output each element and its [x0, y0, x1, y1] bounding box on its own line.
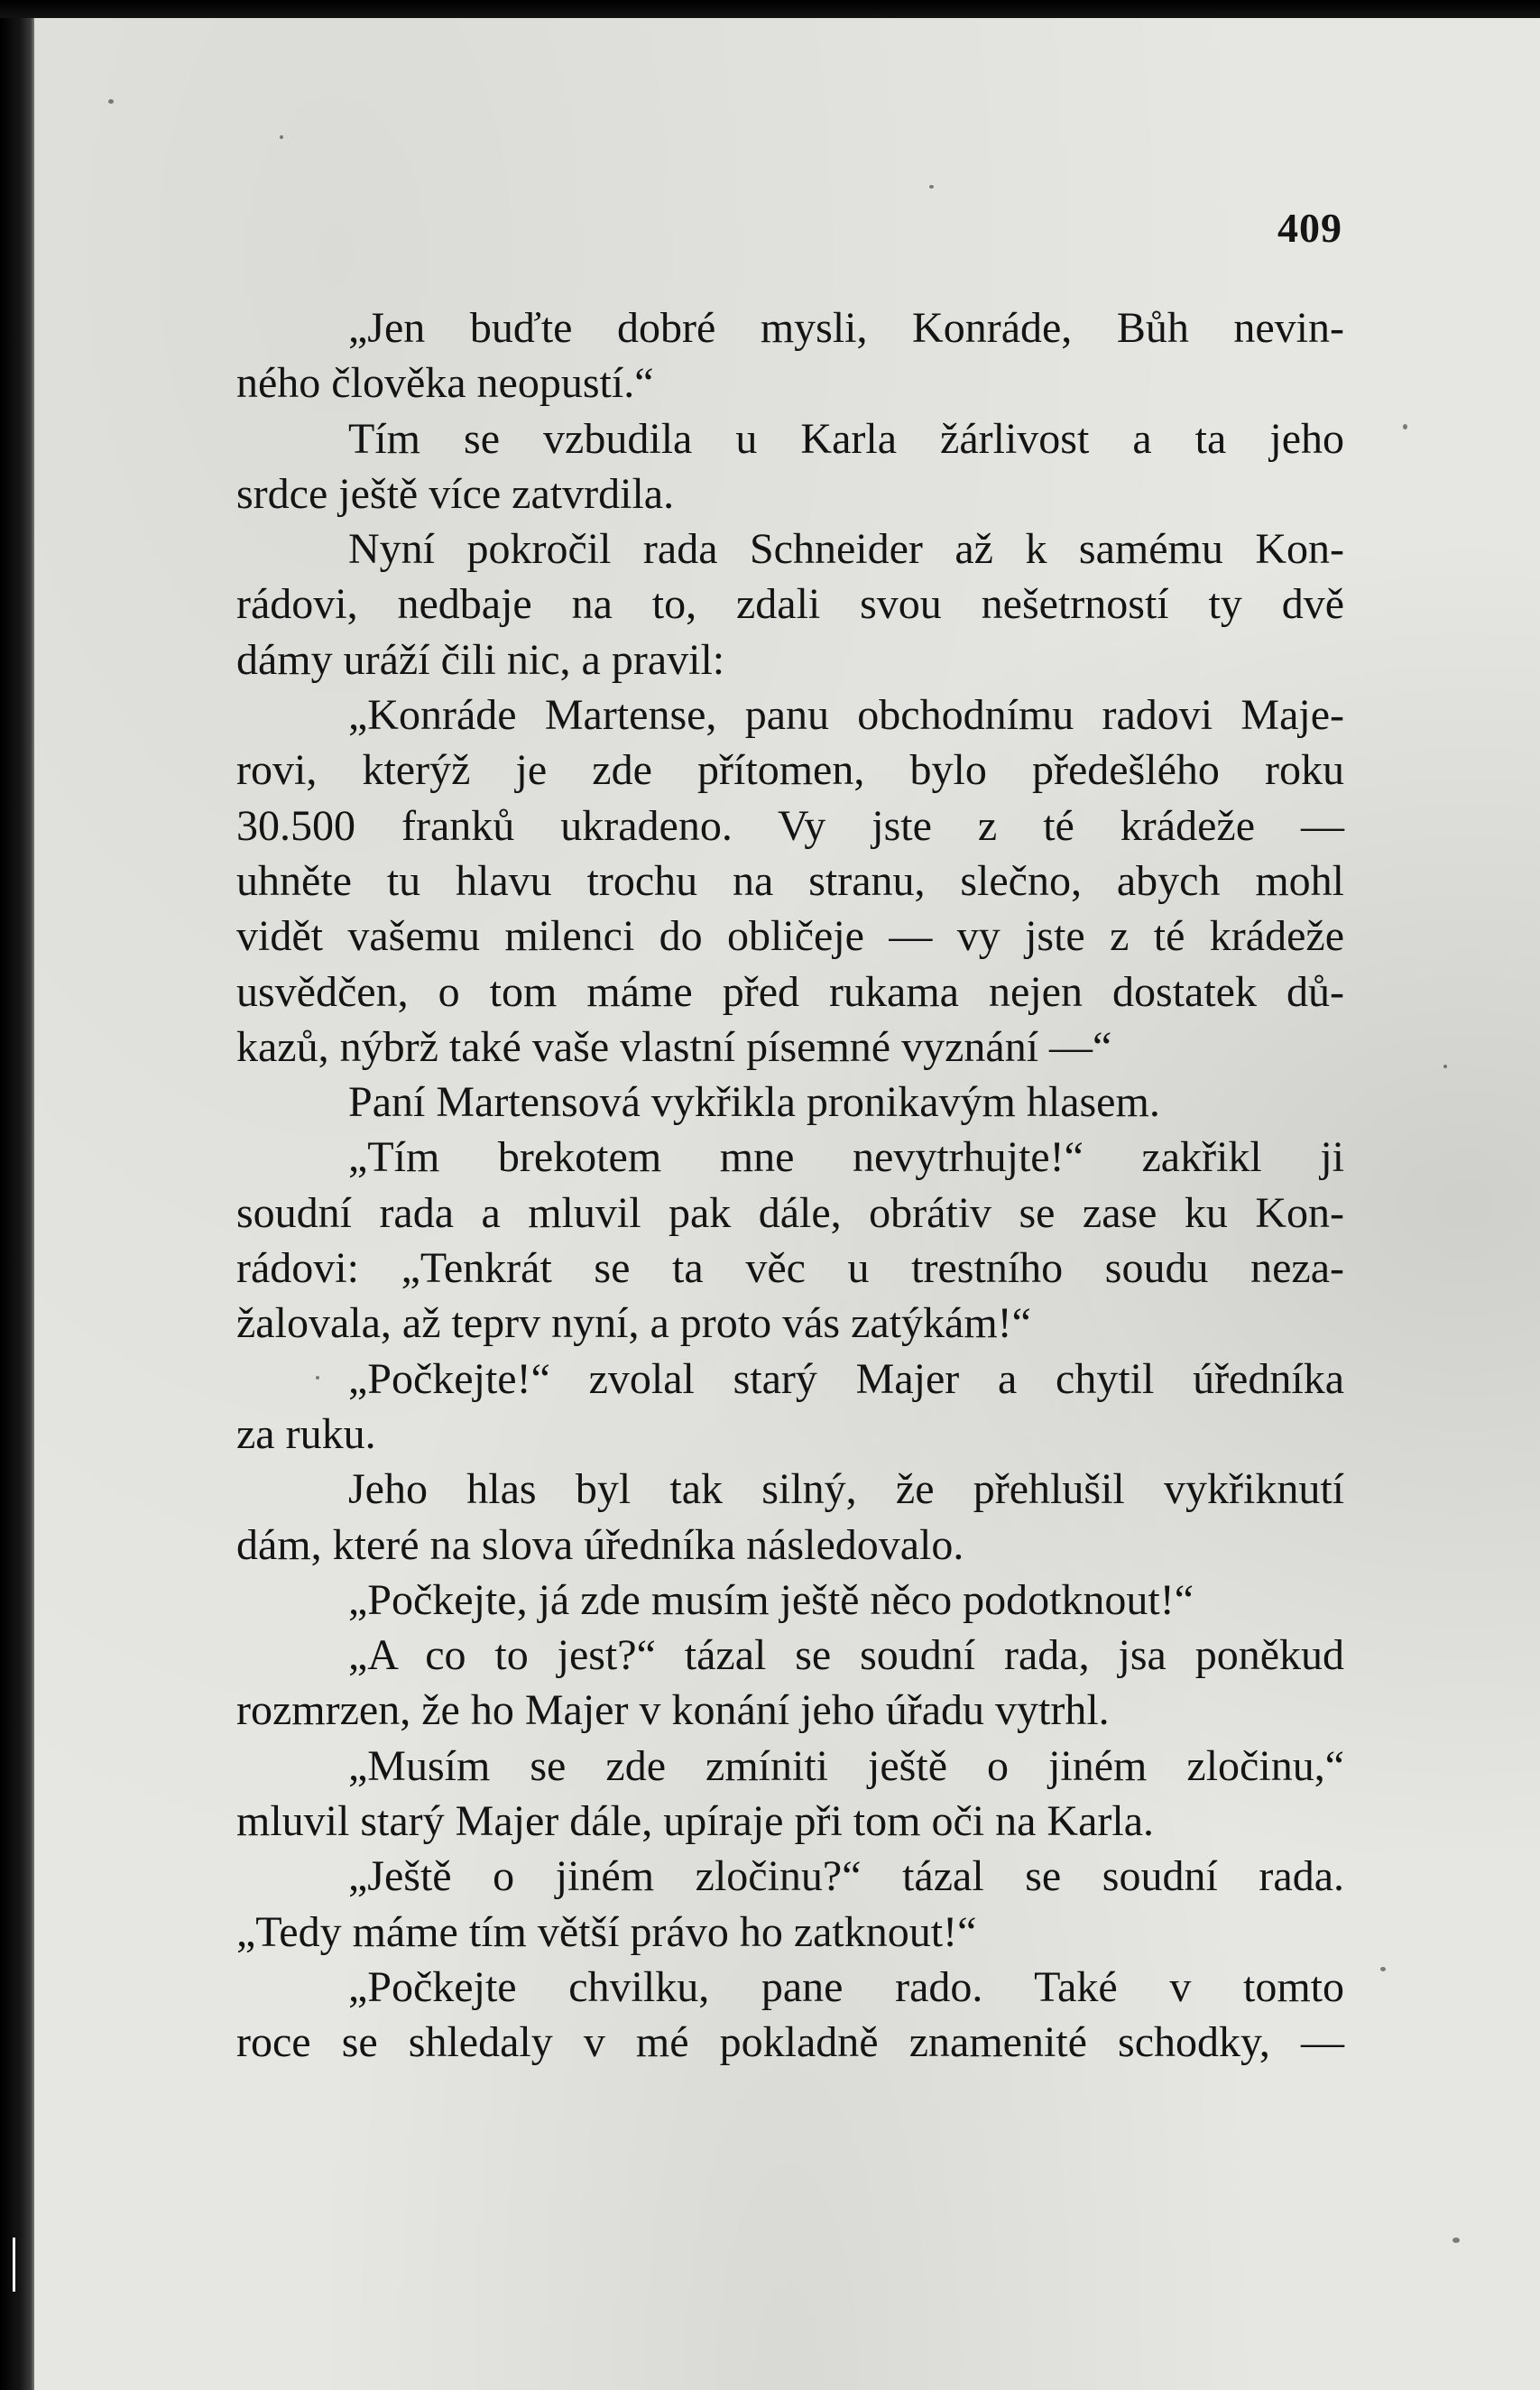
book-gutter [0, 18, 36, 2390]
text-line: uhněte tu hlavu trochu na stranu, slečno, abych mohl [236, 856, 1344, 905]
text-line: „Ještě o jiném zločinu?“ tázal se soudní rada. [348, 1852, 1344, 1901]
scan-edge-mark [13, 2238, 15, 2292]
text-line: „Musím se zde zmíniti ještě o jiném zločinu,“ [348, 1741, 1344, 1790]
text-line: usvědčen, o tom máme před rukama nejen dostatek dů- [236, 967, 1344, 1016]
text-line: „Jen buďte dobré mysli, Konráde, Bůh nevin- [348, 304, 1344, 352]
text-line: rádovi, nedbaje na to, zdali svou nešetrností ty dvě [236, 580, 1344, 629]
text-line: vidět vašemu milenci do obličeje — vy jste z té krádeže [236, 912, 1344, 961]
scan-speck [316, 1376, 319, 1380]
text-line: dám, které na slova úředníka následovalo. [236, 1520, 964, 1569]
text-line: mluvil starý Majer dále, upíraje při tom oči na Karla. [236, 1797, 1154, 1846]
text-line: Nyní pokročil rada Schneider až k samému Kon- [348, 525, 1344, 574]
text-line: „A co to jest?“ tázal se soudní rada, jsa poněkud [348, 1631, 1344, 1680]
scan-speck [1403, 424, 1407, 429]
text-line: kazů, nýbrž také vaše vlastní písemné vyznání —“ [236, 1022, 1112, 1071]
text-line: „Konráde Martense, panu obchodnímu radovi Maje- [348, 691, 1344, 740]
text-line: „Počkejte, já zde musím ještě něco podotknout!“ [348, 1575, 1194, 1624]
text-line: Paní Martensová vykřikla pronikavým hlasem. [348, 1078, 1160, 1127]
text-line: 30.500 franků ukradeno. Vy jste z té krádeže — [236, 801, 1344, 850]
text-line: „Počkejte chvilku, pane rado. Také v tomto [348, 1962, 1344, 2011]
text-line: žalovala, až teprv nyní, a proto vás zatýkám!“ [236, 1299, 1031, 1348]
text-line: rozmrzen, že ho Majer v konání jeho úřadu vytrhl. [236, 1686, 1110, 1735]
scan-speck [1380, 1967, 1386, 1971]
text-line: Jeho hlas byl tak silný, že přehlušil vykřiknutí [348, 1465, 1344, 1514]
scan-speck [108, 99, 114, 104]
text-line: srdce ještě více zatvrdila. [236, 469, 675, 518]
text-line: „Tedy máme tím větší právo ho zatknout!“ [236, 1907, 977, 1956]
text-line: za ruku. [236, 1409, 376, 1458]
scan-speck [1452, 2238, 1460, 2243]
body-text [236, 300, 1344, 2071]
text-line: soudní rada a mluvil pak dále, obrátiv se zase ku Kon- [236, 1188, 1344, 1237]
text-line: ného člověka neopustí.“ [236, 359, 654, 408]
text-line: dámy uráží čili nic, a pravil: [236, 635, 725, 684]
page-number: 409 [1277, 205, 1342, 251]
scan-speck [929, 185, 934, 189]
text-line: „Počkejte!“ zvolal starý Majer a chytil úředníka [348, 1354, 1344, 1403]
text-line: rovi, kterýž je zde přítomen, bylo předešlého roku [236, 746, 1344, 795]
text-line: roce se shledaly v mé pokladně znamenité schodky, — [236, 2018, 1344, 2067]
scan-speck [280, 135, 283, 139]
text-line: Tím se vzbudila u Karla žárlivost a ta jeho [348, 414, 1344, 463]
text-line: rádovi: „Tenkrát se ta věc u trestního soudu neza- [236, 1244, 1344, 1293]
scan-speck [1443, 1065, 1447, 1068]
text-line: „Tím brekotem mne nevytrhujte!“ zakřikl ji [348, 1133, 1344, 1182]
